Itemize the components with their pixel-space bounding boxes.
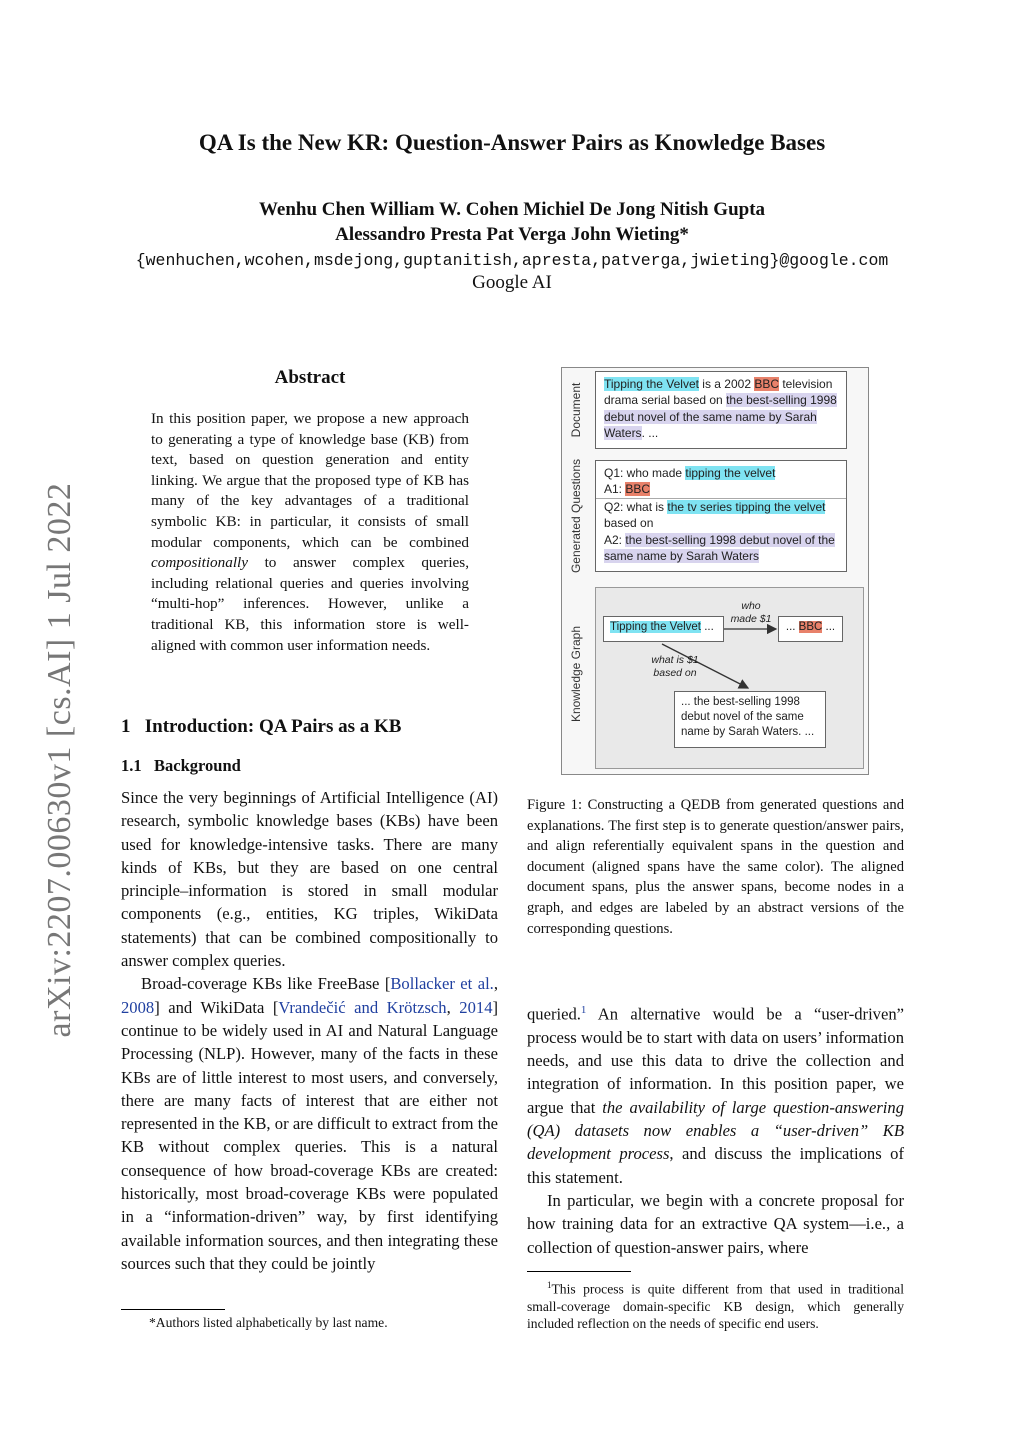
paragraph-proposal: In particular, we begin with a concrete proposal for how training data for an extractive QA system—i.e., a collection of question-answer pairs, where xyxy=(527,1190,904,1257)
abstract-emphasis: compositionally xyxy=(151,554,249,572)
text-run: An alternative would be a “user-driven” process would be to start with data on users’ information needs, and use this data to drive the collection and integration of information. In this position paper, we argue that xyxy=(527,1004,904,1117)
text-run: , xyxy=(446,997,460,1017)
section-title: Introduction: QA Pairs as a KB xyxy=(144,716,402,737)
arxiv-identifier: arXiv:2207.00630v1 [cs.AI] 1 Jul 2022 xyxy=(41,482,78,1038)
paragraph-user-driven xyxy=(527,999,904,1189)
text-run: ] and WikiData [ xyxy=(154,997,279,1017)
footnote-text: This process is quite different from that used in traditional small-coverage domain-specific KB design, which generally included reflection on the needs of specific end users. xyxy=(527,1281,904,1331)
subsection-number: 1.1 xyxy=(121,756,142,775)
subsection-title: Background xyxy=(154,756,241,775)
section-number: 1 xyxy=(121,716,131,737)
citation-vrandecic[interactable]: Vrandečić and Krötzsch xyxy=(278,997,447,1017)
span-q1-entity: tipping the velvet xyxy=(685,466,776,480)
footnote-rule-left xyxy=(121,1309,225,1310)
span-tipping-velvet: Tipping the Velvet xyxy=(604,377,699,391)
paragraph-background-2 xyxy=(121,972,498,1275)
figure-1-caption: Figure 1: Constructing a QEDB from generated questions and explanations. The first step is to generate question/answer pairs, and align referentially equivalent spans in the question and document (aligned spans have the same color). The aligned document spans, plus the answer spans, become nodes in a graph, and edges are labeled by an abstract versions of the corresponding questions. xyxy=(527,797,904,937)
footnote-right xyxy=(527,1277,904,1332)
text-run: , xyxy=(493,974,498,994)
kg-node-novel: ... the best-selling 1998 debut novel of the same name by Sarah Waters. ... xyxy=(674,691,826,748)
citation-bollacker[interactable]: Bollacker et al. xyxy=(390,974,494,994)
edge-label-who-made: who made $1 xyxy=(730,600,772,625)
figure-1 xyxy=(561,367,869,775)
text-run: ... xyxy=(822,621,836,633)
span-novel: the best-selling 1998 debut novel of the same name by Sarah Waters xyxy=(604,393,837,441)
text-run: Q2: what is xyxy=(604,499,668,514)
text-run: television drama serial based on xyxy=(604,377,833,408)
authors-line-1: Wenhu Chen William W. Cohen Michiel De Jong Nitish Gupta xyxy=(258,199,766,220)
emphasis-claim: the availability of large question-answering (QA) datasets now enables a “user-driven” KB development process xyxy=(527,1097,904,1164)
citation-vrandecic-year[interactable]: 2014 xyxy=(459,997,493,1017)
right-column-text xyxy=(527,999,904,1259)
text-run: Broad-coverage KBs like FreeBase [ xyxy=(141,974,391,994)
span-bbc: BBC xyxy=(754,377,780,391)
label-document: Document xyxy=(569,382,583,438)
text-run: ... xyxy=(701,621,714,633)
citation-bollacker-year[interactable]: 2008 xyxy=(121,997,155,1017)
text-run: ... xyxy=(785,621,799,633)
node-entity: BBC xyxy=(798,621,823,633)
affiliation: Google AI xyxy=(472,272,552,293)
label-generated-questions: Generated Questions xyxy=(569,458,583,574)
edge-label-based-on: what is $1 based on xyxy=(651,654,699,679)
span-a2-answer: the best-selling 1998 debut novel of the same name by Sarah Waters xyxy=(604,532,835,564)
text-run: A1: xyxy=(604,482,626,497)
footnote-number: 1 xyxy=(547,1280,552,1290)
text-run: ] continue to be widely used in AI and Natural Language Processing (NLP). However, many of the facts in these KBs are of little interest to most users, and conversely, there are many facts of interest that are either not represented in the KB, or are difficult to extract from the KB without complex queries. This is a natural consequence of how broad-coverage KBs are created: historically, most broad-coverage KBs were populated in a “information-driven” way, by first identifying available information sources, and then integrating these sources such that they could be jointly xyxy=(121,997,499,1273)
span-a1-answer: BBC xyxy=(625,482,651,497)
footnote-marker[interactable]: 1 xyxy=(580,1004,587,1016)
label-knowledge-graph: Knowledge Graph xyxy=(569,625,583,723)
kg-node-bbc xyxy=(778,616,843,642)
span-q2-entity: the tv series tipping the velvet xyxy=(667,499,826,514)
left-column-text xyxy=(121,786,498,1275)
footnote-left: *Authors listed alphabetically by last name. xyxy=(149,1315,388,1330)
paper-title: QA Is the New KR: Question-Answer Pairs as Knowledge Bases xyxy=(198,130,826,155)
text-run: is a 2002 xyxy=(698,377,755,391)
kg-node-tipping-velvet xyxy=(603,616,724,642)
subsection-heading xyxy=(121,756,241,776)
text-run: queried. xyxy=(527,1004,581,1024)
footnote-rule-right xyxy=(527,1271,631,1272)
text-run: A2: xyxy=(604,532,626,547)
section-1-heading xyxy=(121,716,401,738)
text-run: . ... xyxy=(641,426,659,441)
paragraph-background-1: Since the very beginnings of Artificial Intelligence (AI) research, symbolic knowledge bases (KBs) have been used for knowledge-intensive tasks. There are many kinds of KBs, but they are based on one central principle–information is stored in small modular components (e.g., entities, KG triples, WikiData statements) that can be combined compositionally to answer complex queries. xyxy=(121,788,498,971)
author-emails: {wenhuchen,wcohen,msdejong,guptanitish,apresta,patverga,jwieting}@google.com xyxy=(135,251,889,270)
abstract-body xyxy=(151,409,469,656)
node-entity: Tipping the Velvet xyxy=(610,621,701,633)
text-run: based on xyxy=(604,516,654,531)
text-run: Q1: who made xyxy=(604,466,686,480)
abstract-heading: Abstract xyxy=(274,367,346,388)
text-run: , and discuss the implications of this statement. xyxy=(527,1144,904,1187)
authors-line-2: Alessandro Presta Pat Verga John Wieting* xyxy=(335,224,689,245)
abstract-text-1: In this position paper, we propose a new approach to generating a type of knowledge base (KB) from text, based on question generation and entity linking. We argue that the proposed type of KB has many of the key advantages of a traditional symbolic KB: in particular, it consists of small modular components, which can be combined xyxy=(151,410,469,551)
abstract-text-2: to answer complex queries, including relational queries and queries involving “multi-hop” inferences. However, unlike a traditional KB, this information store is well-aligned with common user information needs. xyxy=(151,554,469,654)
